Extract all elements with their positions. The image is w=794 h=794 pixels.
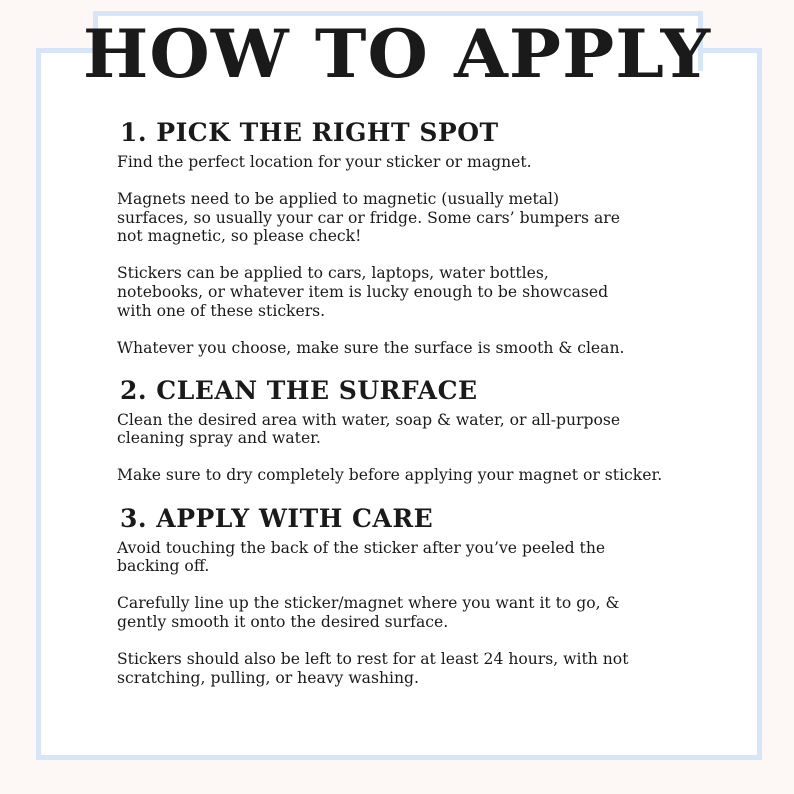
section-paragraph: Whatever you choose, make sure the surface is smooth & clean. [117, 338, 625, 357]
section-clean-surface [117, 376, 757, 485]
section-heading: 3. APPLY WITH CARE [120, 503, 434, 533]
section-paragraph: Carefully line up the sticker/magnet where you want it to go, & gently smooth it onto the desired surface. [117, 594, 620, 631]
section-paragraph: Stickers should also be left to rest for at least 24 hours, with not scratching, pulling, or heavy washing. [117, 649, 629, 687]
section-paragraph: Stickers can be applied to cars, laptops, water bottles, notebooks, or whatever item is lucky enough to be showcased with one of these stickers. [117, 264, 609, 320]
section-heading: 2. CLEAN THE SURFACE [120, 375, 478, 405]
section-paragraph: Make sure to dry completely before applying your magnet or sticker. [117, 466, 663, 485]
section-heading: 1. PICK THE RIGHT SPOT [120, 118, 499, 147]
instructions-content [117, 118, 757, 706]
section-paragraph: Avoid touching the back of the sticker after you’ve peeled the backing off. [117, 538, 606, 576]
section-apply-care [117, 504, 757, 688]
page-title: HOW TO APPLY [82, 15, 712, 93]
section-paragraph: Magnets need to be applied to magnetic (usually metal) surfaces, so usually your car or fridge. Some cars’ bumpers are not magnetic, so please check! [117, 190, 620, 246]
section-pick-spot [117, 118, 757, 357]
section-paragraph: Clean the desired area with water, soap & water, or all-purpose cleaning spray and water. [117, 410, 621, 448]
section-paragraph: Find the perfect location for your sticker or magnet. [117, 153, 532, 171]
